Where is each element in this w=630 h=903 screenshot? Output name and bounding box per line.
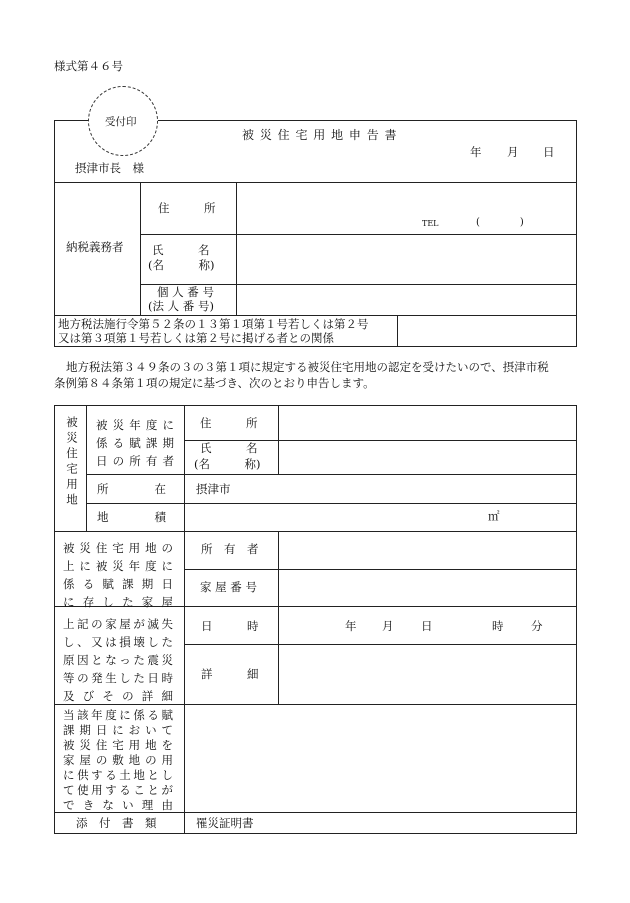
declaration-line1: 地方税法第３４９条の３の３第１項に規定する被災住宅用地の認定を受けたいので、摂津市税 [66, 360, 549, 374]
ordinance-note-line1: 地方税法施行令第５２条の１３第１項第１号若しくは第２号 [58, 317, 369, 331]
land-location-label: 所 在 [97, 482, 166, 496]
area-unit: ㎡ [488, 509, 500, 523]
taxpayer-name-field[interactable] [237, 235, 576, 283]
taxpayer-label: 納税義務者 [66, 240, 124, 254]
house-owner-field[interactable] [279, 532, 576, 568]
date-month: 月 [507, 145, 519, 159]
taxpayer-address-label: 住 所 [158, 201, 216, 215]
corporate-number-label: (法 人 番 号) [148, 299, 214, 313]
declaration-line2: 条例第８４条第１項の規定に基づき、次のとおり申告します。 [54, 376, 375, 390]
house-label: 被災住宅用地の 上に被災年度に 係る賦課期日 に存した家屋 [63, 541, 173, 609]
relationship-field[interactable] [398, 316, 576, 346]
individual-number-label: 個 人 番 号 [157, 285, 214, 299]
attachments-value[interactable]: 罹災証明書 [196, 816, 254, 830]
reason-field[interactable] [185, 705, 576, 811]
form-title: 被 災 住 宅 用 地 申 告 書 [242, 128, 398, 142]
land-owner-address-label: 住 所 [200, 416, 258, 430]
date-year: 年 [470, 145, 482, 159]
taxpayer-address-field[interactable] [237, 183, 576, 233]
addressee: 摂津市長 様 [75, 161, 144, 175]
land-area-field[interactable] [185, 504, 576, 530]
disaster-detail-label: 詳 細 [201, 667, 259, 681]
land-owner-corp-name-label: (名 称) [194, 457, 261, 471]
land-vertical-label: 被災住宅用地 [65, 416, 79, 509]
land-area-label: 地 積 [97, 510, 166, 524]
receipt-stamp-label: 受付印 [105, 116, 137, 128]
attachments-label: 添 付 書 類 [76, 816, 157, 830]
land-owner-name-field[interactable] [279, 441, 576, 473]
taxpayer-name-label: 氏 名 [152, 243, 210, 257]
disaster-month: 月 [382, 619, 394, 633]
house-number-label: 家 屋 番 号 [200, 580, 257, 594]
tel-label: TEL [422, 219, 439, 228]
disaster-datetime-label: 日 時 [201, 619, 259, 633]
disaster-hour: 時 [492, 619, 504, 633]
land-owner-name-label: 氏 名 [200, 441, 258, 455]
disaster-day: 日 [421, 619, 433, 633]
form-number: 様式第４６号 [54, 59, 123, 73]
taxpayer-corp-name-label: (名 称) [148, 258, 215, 272]
disaster-year: 年 [345, 619, 357, 633]
house-number-field[interactable] [279, 570, 576, 605]
tel-field[interactable]: ( ) [476, 217, 524, 228]
land-owner-address-field[interactable] [279, 406, 576, 440]
ordinance-note-line2: 又は第３項第１号若しくは第２号に掲げる者との関係 [58, 331, 334, 345]
taxpayer-number-field[interactable] [237, 285, 576, 314]
reason-label: 当該年度に係る賦 課期日において 被災住宅用地を 家屋の敷地の用 に供する土地とし て使用することが できない理由 [63, 708, 173, 812]
disaster-minute: 分 [531, 619, 543, 633]
land-owner-group-label: 被災年度に 係る賦課期 日の所有者 [96, 418, 174, 468]
land-location-value[interactable]: 摂津市 [196, 482, 231, 496]
disaster-label: 上記の家屋が滅失 し、又は損壊した 原因となった震災 等の発生した日時 及びその詳細 [63, 617, 173, 703]
date-day: 日 [543, 145, 555, 159]
disaster-detail-field[interactable] [279, 645, 576, 703]
house-owner-label: 所 有 者 [201, 542, 259, 556]
